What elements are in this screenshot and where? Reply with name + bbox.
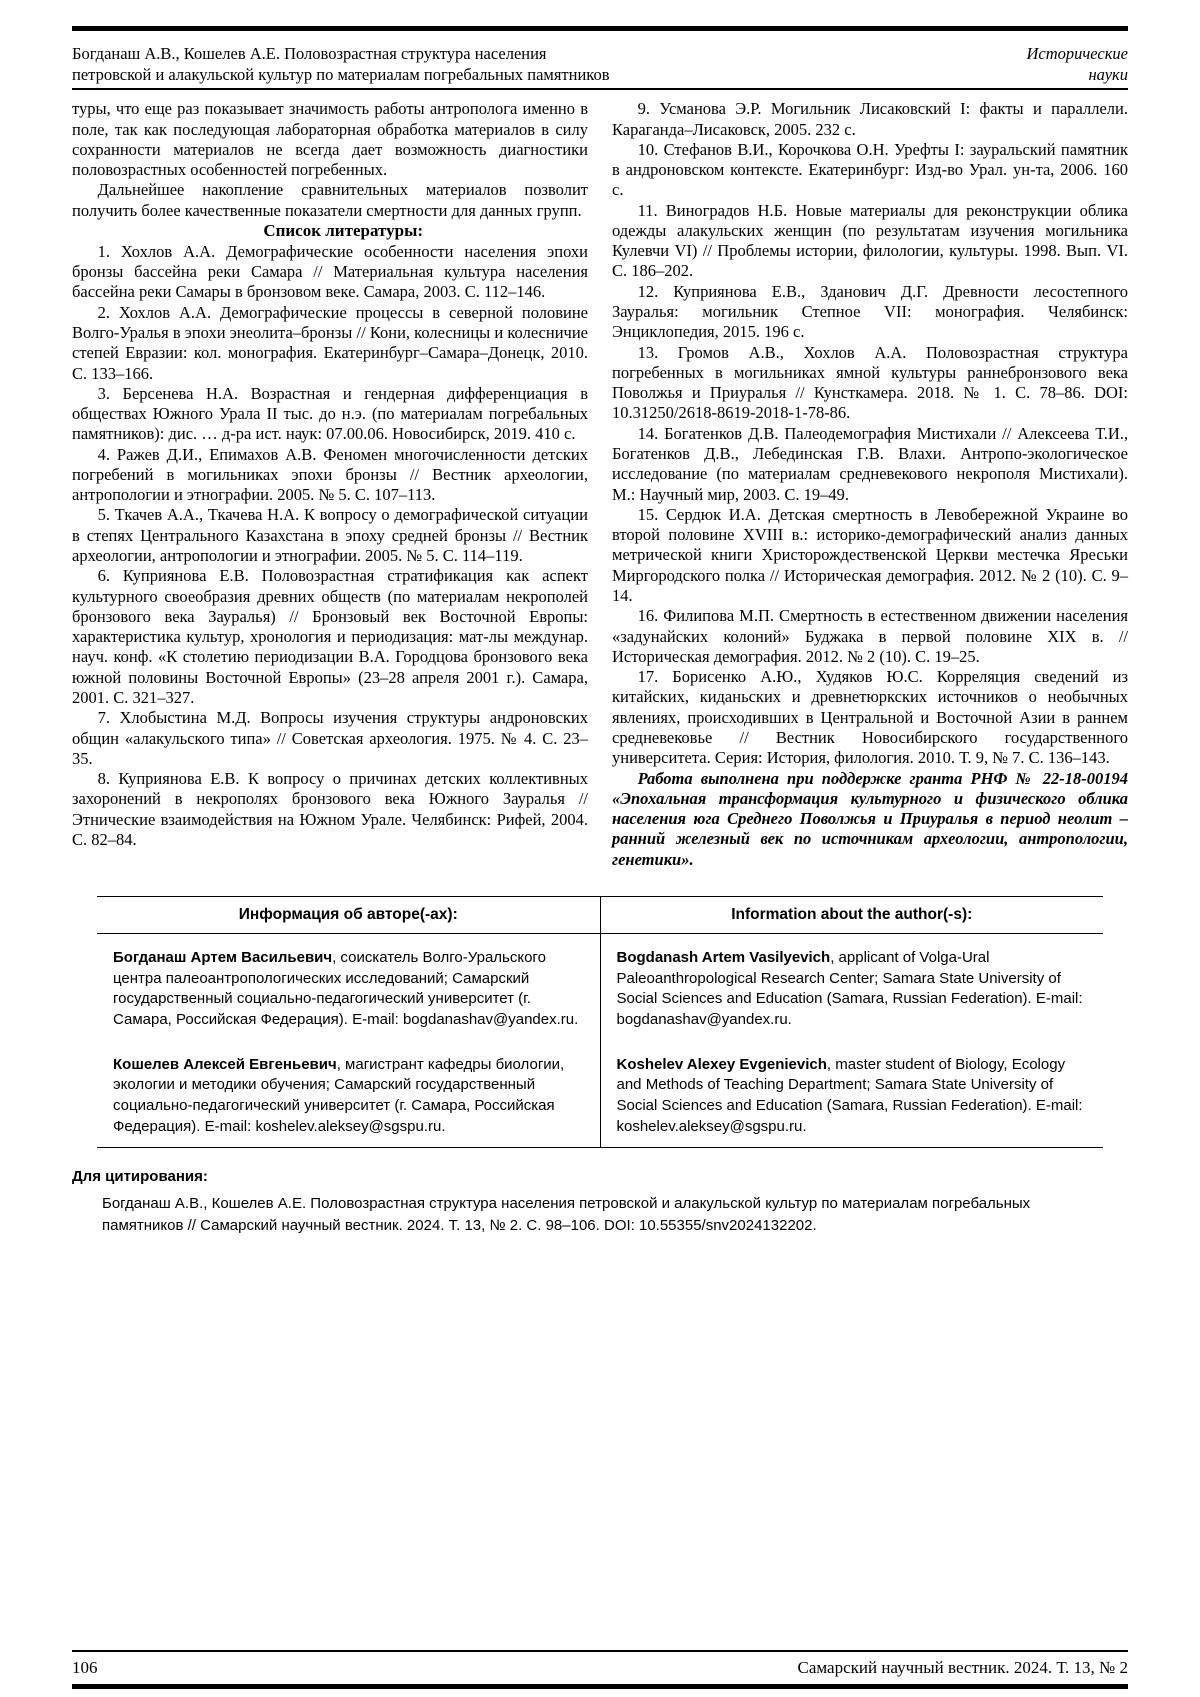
citation-text: Богданаш А.В., Кошелев А.Е. Половозрастная структура населения петровской и алакульской культур по материалам погребальных памятников // Самарский научный вестник. 2024. Т. 13, № 2. С. 98–106. DOI: 10.55355/snv2024132202. [102,1195,1031,1234]
footer-divider [72,1650,1128,1652]
reference-item-6: 6. Куприянова Е.В. Половозрастная стратификация как аспект культурного своеобразия древних обществ (по материалам некрополей бронзового века Зауралья) // Бронзовый век Восточной Европы: характеристика культур, хронология и периодизация: мат-лы междунар. науч. конф. «К столетию периодизации В.А. Городцова бронзового века южной половины Восточной Европы» (23–28 апреля 2001 г.). Самара, 2001. С. 321–327. [72,566,588,707]
table-header-ru: Информация об авторе(-ах): [97,896,600,933]
author2-name-ru: Кошелев Алексей Евгеньевич [113,1055,337,1073]
author2-info-ru [97,1041,600,1148]
column-right [612,99,1128,870]
footer-journal-title: Самарский научный вестник. 2024. Т. 13, № 2 [797,1657,1128,1677]
citation-label: Для цитирования: [72,1168,208,1186]
bottom-rule [72,1684,1128,1689]
reference-item-17: 17. Борисенко А.Ю., Худяков Ю.С. Корреляция сведений из китайских, киданьских и древнетюркских источников о необычных явлениях, происходивших в Центральной и Восточной Азии в раннем средневековье // Вестник Новосибирского государственного университета. Серия: История, филология. 2010. Т. 9, № 7. С. 136–143. [612,667,1128,768]
author1-details-ru: , соискатель Волго-Уральского центра палеоантропологических исследований; Самарский государственный социально-педагогический университет (г. Самара, Российская Федерация). E-mail: bogdanashav@yandex.ru. [113,948,579,1028]
reference-item-12: 12. Куприянова Е.В., Зданович Д.Г. Древности лесостепного Зауралья: могильник Степное VII: монография. Челябинск: Энциклопедия, 2015. 196 с. [612,281,1128,342]
reference-item-13: 13. Громов А.В., Хохлов А.А. Половозрастная структура погребенных в могильниках ямной культуры раннебронзового века Поволжья и Приуралья // Кунсткамера. 2018. № 1. С. 78–86. DOI: 10.31250/2618-8619-2018-1-78-86. [612,342,1128,423]
reference-item-1: 1. Хохлов А.А. Демографические особенности населения эпохи бронзы бассейна реки Самара // Материальная культура населения бассейна реки Самары в бронзовом веке. Самара, 2003. С. 112–146. [72,241,588,302]
grant-acknowledgement: Работа выполнена при поддержке гранта РНФ № 22-18-00194 «Эпохальная трансформация культурного и физического облика населения юга Среднего Поволжья и Приуралья в период неолит – ранний железный век по источникам археологии, антропологии, генетики». [612,768,1128,869]
author2-details-ru: , магистрант кафедры биологии, экологии и методики обучения; Самарский государственный социально-педагогический университет (г. Самара, Российская Федерация). E-mail: koshelev.aleksey@sgspu.ru. [113,1055,565,1135]
body-paragraph: туры, что еще раз показывает значимость работы антрополога именно в поле, так как последующая лабораторная обработка материалов в силу сохранности материалов не всегда дает возможность диагностики половозрастных особенностей погребенных. [72,99,588,180]
reference-item-15: 15. Сердюк И.А. Детская смертность в Левобережной Украине во второй половине XVIII в.: историко-демографический анализ данных метрической книги Христорождественской Церкви местечка Яреськи Миргородского полка // Историческая демография. 2012. № 2 (10). С. 9–14. [612,504,1128,605]
author1-info-ru [97,933,600,1040]
header-divider [72,88,1128,90]
body-columns [72,99,1128,870]
reference-item-14: 14. Богатенков Д.В. Палеодемография Мистихали // Алексеева Т.И., Богатенков Д.В., Лебединская Г.В. Влахи. Антропо-экологическое исследование (по материалам средневекового некрополя Мистихали). М.: Научный мир, 2003. С. 19–49. [612,423,1128,504]
column-left [72,99,588,870]
reference-item-4: 4. Ражев Д.И., Епимахов А.В. Феномен многочисленности детских погребений в могильниках эпохи бронзы // Вестник археологии, антропологии и этнографии. 2005. № 5. С. 107–113. [72,444,588,505]
reference-item-10: 10. Стефанов В.И., Корочкова О.Н. Урефты I: зауральский памятник в андроновском контексте. Екатеринбург: Изд-во Урал. ун-та, 2006. 160 с. [612,139,1128,200]
body-paragraph: Дальнейшее накопление сравнительных материалов позволит получить более качественные показатели смертности для данных групп. [72,180,588,220]
reference-item-16: 16. Филипова М.П. Смертность в естественном движении населения «задунайских колоний» Буджака в первой половине XIX в. // Историческая демография. 2012. № 2 (10). С. 19–25. [612,606,1128,666]
table-row [97,933,1103,1040]
reference-item-9: 9. Усманова Э.Р. Могильник Лисаковский I: факты и параллели. Караганда–Лисаковск, 2005. 232 с. [612,99,1128,139]
references-title: Список литературы: [263,220,424,240]
author2-info-en [600,1041,1103,1148]
author1-info-en [600,933,1103,1040]
section-name-line2: науки [1088,65,1128,85]
author1-name-en: Bogdanash Artem Vasilyevich [616,948,831,966]
reference-item-8: 8. Куприянова Е.В. К вопросу о причинах детских коллективных захоронений в некрополях бронзового века Южного Зауралья // Этнические взаимодействия на Южном Урале. Челябинск: Рифей, 2004. С. 82–84. [72,769,588,849]
reference-item-5: 5. Ткачев А.А., Ткачева Н.А. К вопросу о демографической ситуации в степях Центрального Казахстана в эпоху средней бронзы // Вестник археологии, антропологии и этнографии. 2005. № 5. С. 114–119. [72,505,588,566]
author1-name-ru: Богданаш Артем Васильевич [113,948,333,966]
reference-item-2: 2. Хохлов А.А. Демографические процессы в северной половине Волго-Уралья в эпохи энеолита–бронзы // Кони, колесницы и колесничие степей Евразии: кол. монография. Екатеринбург–Самара–Донецк, 2010. С. 133–166. [72,302,588,383]
running-head-section [1027,43,1129,85]
author2-name-en: Koshelev Alexey Evgenievich [616,1055,827,1073]
table-header-en: Information about the author(-s): [600,896,1103,933]
running-head-line2: петровской и алакульской культур по материалам погребальных памятников [72,65,610,85]
running-head [72,43,1128,85]
running-head-article [72,43,610,85]
authors-info-table [97,896,1103,1149]
page-footer [72,1650,1128,1689]
author2-details-en: , master student of Biology, Ecology and Methods of Teaching Department; Samara State University of Social Sciences and Education (Samara, Russian Federation). E-mail: koshelev.aleksey@sgspu.ru. [616,1055,1083,1135]
section-name-line1: Исторические [1026,44,1128,63]
reference-item-7: 7. Хлобыстина М.Д. Вопросы изучения структуры андроновских общин «алакульского типа» // Советская археология. 1975. № 4. С. 23–35. [72,708,588,768]
running-head-line1: Богданаш А.В., Кошелев А.Е. Половозрастная структура населения [72,44,547,63]
table-header-row [97,896,1103,933]
top-rule [72,26,1128,31]
reference-item-11: 11. Виноградов Н.Б. Новые материалы для реконструкции облика одежды алакульских женщин (по результатам изучения могильника Кулевчи VI) // Проблемы истории, филологии, культуры. 1998. Вып. VI. С. 186–202. [612,200,1128,281]
footer-page-number: 106 [72,1657,98,1677]
author1-details-en: , applicant of Volga-Ural Paleoanthropological Research Center; Samara State University of Social Sciences and Education (Samara, Russian Federation). E-mail: bogdanashav@yandex.ru. [616,948,1083,1028]
reference-item-3: 3. Берсенева Н.А. Возрастная и гендерная дифференциация в обществах Южного Урала II тыс. до н.э. (по материалам погребальных памятников): дис. … д-ра ист. наук: 07.00.06. Новосибирск, 2019. 410 с. [72,383,588,444]
table-row [97,1041,1103,1148]
citation-block [72,1168,1128,1236]
